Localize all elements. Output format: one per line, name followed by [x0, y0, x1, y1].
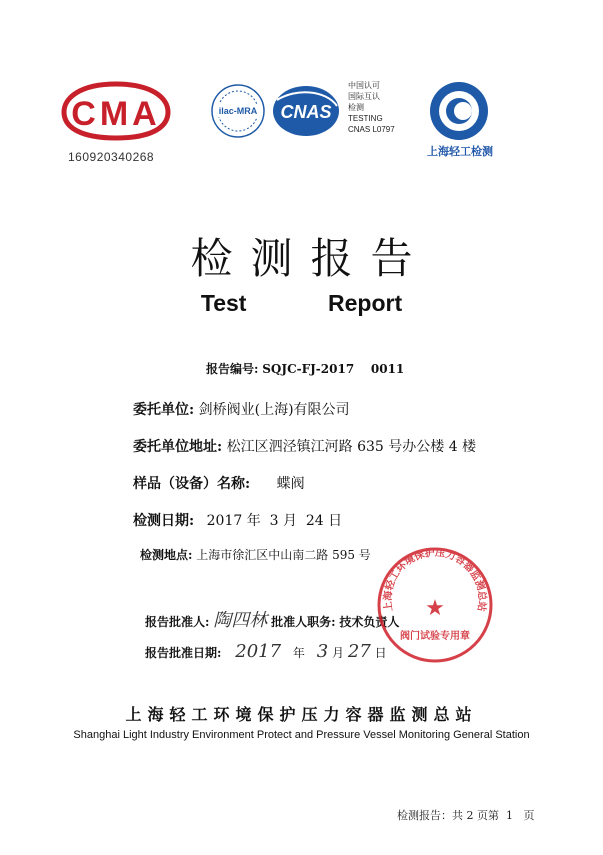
report-number-value: SQJC-FJ-2017 0011 — [262, 362, 405, 376]
approve-date-day: 27 — [347, 641, 371, 662]
client-value: 剑桥阀业(上海)有限公司 — [198, 402, 350, 418]
official-seal — [375, 545, 495, 665]
cma-number: 160920340268 — [68, 150, 155, 164]
approver-position-label: 批准人职务: — [271, 615, 336, 629]
test-date-label: 检测日期: — [133, 513, 195, 529]
approve-date-month: 3 — [316, 641, 329, 662]
ilac-mra-text: ilac-MRA — [218, 106, 258, 116]
organization-name-chinese: 上海轻工环境保护压力容器监测总站 — [125, 705, 478, 724]
cnas-logo — [271, 80, 341, 142]
approve-date — [145, 641, 387, 662]
client — [133, 399, 350, 419]
title-chinese: 检测报告 — [190, 234, 431, 283]
approver-position-value: 技术负责人 — [339, 615, 400, 629]
approver-label: 报告批准人: — [145, 615, 210, 629]
approve-date-label: 报告批准日期: — [145, 646, 222, 660]
sample-name-value: 蝶阀 — [276, 476, 305, 492]
cma-letters: CMA — [71, 95, 161, 133]
report-number — [206, 360, 404, 377]
shanghai-light-industry-logo — [427, 80, 491, 142]
cnas-text: CNAS — [280, 102, 332, 122]
organization-name-english: Shanghai Light Industry Environment Protect and Pressure Vessel Monitoring General Station — [73, 729, 530, 741]
approver-line — [145, 606, 399, 632]
cma-logo — [60, 80, 172, 142]
seal-text: 上海轻工环境保护压力容器监测总站 — [382, 547, 488, 613]
approve-date-year: 2017 — [235, 641, 282, 662]
shanghai-logo-text: 上海轻工检测 — [427, 145, 493, 158]
test-date-value: 2017 年 3 月 24 日 — [206, 513, 343, 529]
seal-star-icon: ★ — [425, 596, 445, 621]
approve-date-day-unit: 日 — [374, 646, 387, 660]
page-info: 检测报告：共 2 页第 1 页 — [397, 809, 535, 822]
client-address-value: 松江区泗泾镇江河路 635 号办公楼 4 楼 — [226, 439, 477, 455]
approve-date-year-unit: 年 — [292, 646, 305, 660]
cnas-side-line: 检测 — [348, 103, 364, 112]
title-english: Test Report — [200, 290, 403, 316]
test-place — [140, 546, 371, 563]
approve-date-month-unit: 月 — [332, 646, 345, 660]
report-number-label: 报告编号: — [206, 362, 259, 376]
client-address — [133, 436, 476, 456]
cnas-side-line: 中国认可 — [348, 81, 380, 90]
sample-name — [133, 473, 305, 493]
seal-center-text: 阀门试验专用章 — [400, 631, 470, 642]
test-place-value: 上海市徐汇区中山南二路 595 号 — [196, 548, 371, 562]
client-label: 委托单位: — [133, 402, 195, 418]
client-address-label: 委托单位地址: — [133, 439, 223, 455]
cnas-side-line: 国际互认 — [348, 92, 380, 101]
cnas-side-line: TESTING — [348, 114, 383, 123]
ilac-mra-logo — [210, 80, 266, 142]
test-date — [133, 510, 342, 530]
approver-signature: 陶四林 — [213, 610, 268, 631]
cnas-side-text — [348, 80, 395, 135]
test-place-label: 检测地点: — [140, 548, 193, 562]
sample-name-label: 样品（设备）名称: — [133, 476, 251, 492]
cnas-side-line: CNAS L0797 — [348, 125, 395, 134]
